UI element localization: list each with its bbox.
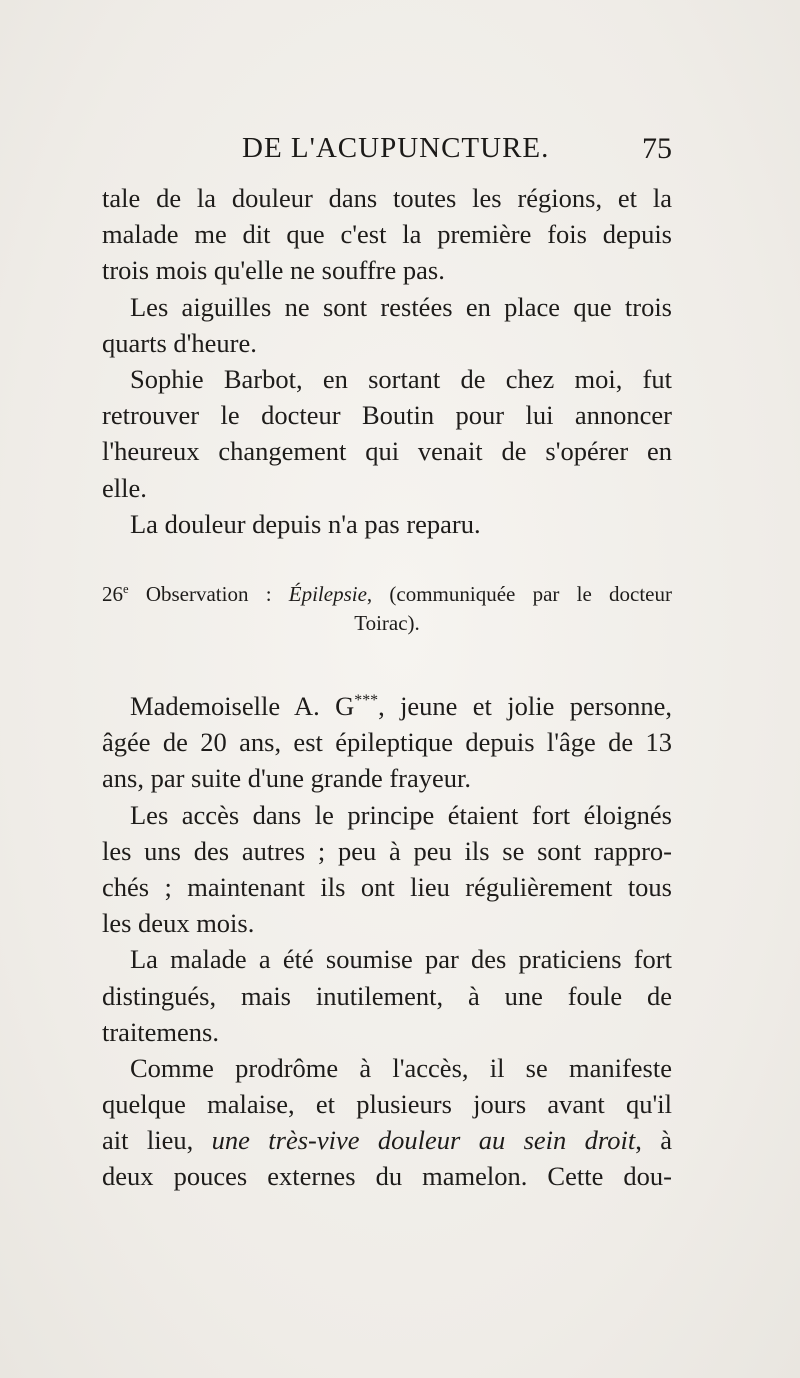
observation-number: 26: [102, 582, 123, 606]
text-line: Comme prodrôme à l'accès, il se manifeste: [130, 1052, 672, 1083]
text-fragment: , jeune et jolie personne,: [378, 691, 672, 721]
text-line: chés ; maintenant ils ont lieu régulièrement tous: [102, 871, 672, 902]
text-line: trois mois qu'elle ne souffre pas.: [102, 255, 445, 286]
text-line: elle.: [102, 472, 147, 503]
observation-number-sup: e: [123, 582, 129, 596]
text-line: quarts d'heure.: [102, 327, 257, 358]
observation-heading-line-1: [102, 580, 672, 609]
text-line: Les aiguilles ne sont restées en place que trois: [130, 291, 672, 322]
text-line: deux pouces externes du mamelon. Cette dou-: [102, 1161, 672, 1192]
text-line: La douleur depuis n'a pas reparu.: [130, 508, 481, 539]
text-line: distingués, mais inutilement, à une foule de: [102, 980, 672, 1011]
text-line: traitemens.: [102, 1016, 219, 1047]
section-1-text: [102, 180, 672, 542]
running-title: DE L'ACUPUNCTURE.: [242, 132, 550, 164]
observation-heading-line-2: Toirac).: [354, 611, 420, 635]
page-header: [102, 132, 672, 172]
observation-rest: , (communiquée par le docteur: [366, 582, 672, 606]
text-line: Sophie Barbot, en sortant de chez moi, fut: [130, 363, 672, 394]
text-sup: ***: [354, 692, 379, 710]
text-line: les uns des autres ; peu à peu ils se sont rappro-: [102, 835, 672, 866]
section-2-text: [102, 688, 672, 1195]
text-line: âgée de 20 ans, est épileptique depuis l'âge de 13: [102, 727, 672, 758]
text-fragment: Mademoiselle A. G: [130, 691, 355, 721]
text-line: les deux mois.: [102, 908, 255, 939]
text-line: retrouver le docteur Boutin pour lui annoncer: [102, 400, 672, 431]
text-line: l'heureux changement qui venait de s'opérer en: [102, 436, 672, 467]
page-number: 75: [642, 132, 672, 165]
text-fragment: ait lieu,: [102, 1125, 212, 1156]
observation-heading: [102, 580, 672, 638]
observation-label: Observation :: [128, 582, 289, 606]
text-fragment: , à: [635, 1125, 672, 1156]
text-line: ans, par suite d'une grande frayeur.: [102, 763, 472, 794]
text-line: [102, 1122, 672, 1158]
text-line: Les accès dans le principe étaient fort éloignés: [130, 799, 672, 830]
text-line: [102, 688, 672, 724]
text-emphasis: une très-vive douleur au sein droit: [211, 1125, 636, 1156]
text-line: malade me dit que c'est la première fois depuis: [102, 219, 672, 250]
text-line: quelque malaise, et plusieurs jours avant qu'il: [102, 1089, 672, 1120]
text-line: tale de la douleur dans toutes les régions, et la: [102, 183, 672, 213]
text-line: La malade a été soumise par des praticiens fort: [130, 944, 672, 975]
observation-title: Épilepsie: [288, 582, 367, 606]
